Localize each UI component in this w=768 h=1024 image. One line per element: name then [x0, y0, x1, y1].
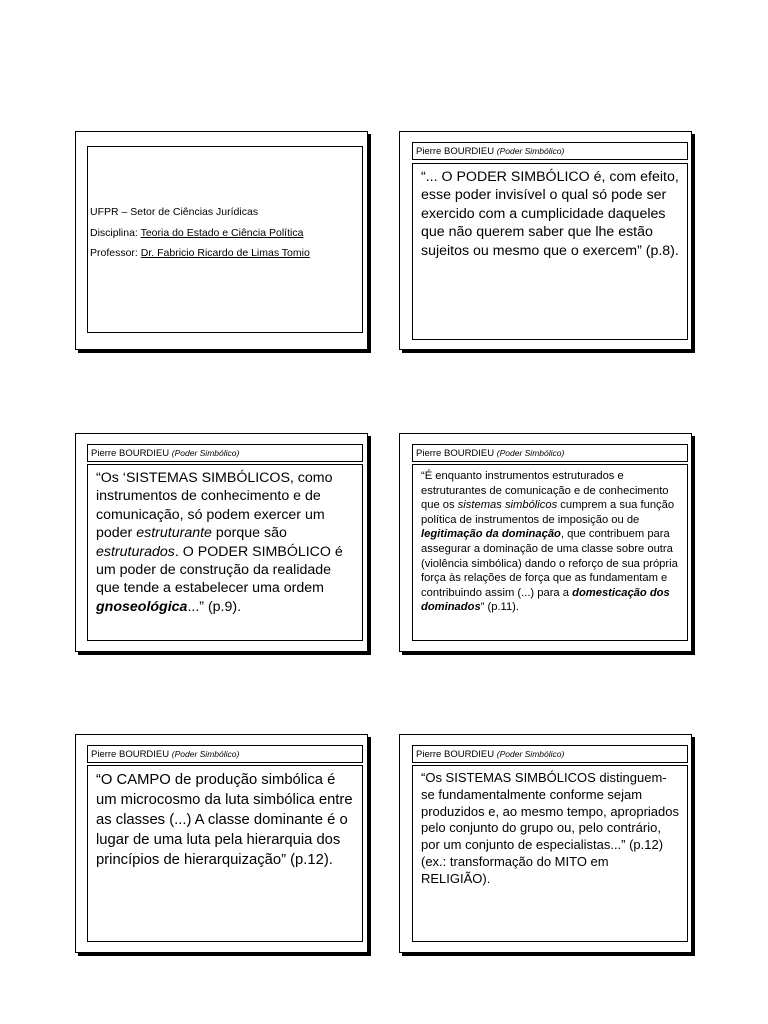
slide-2-quote: “... O PODER SIMBÓLICO é, com efeito, esse poder invisível o qual só pode ser exercido com a cumplicidade daqueles que não querem saber que lhe estão sujeitos ou mesmo que o exercem” (p.8).: [412, 163, 688, 340]
slide-2-header: Pierre BOURDIEU (Poder Simbólico): [412, 142, 688, 160]
slide-3-quote: “Os ‘SISTEMAS SIMBÓLICOS, como instrumentos de conhecimento e de comunicação, só podem exercer um poder estruturante porque são estruturados. O PODER SIMBÓLICO é um poder de construção da realidade que tende a estabelecer uma ordem gnoseológica...” (p.9).: [87, 464, 363, 641]
professor-line: Professor: Dr. Fabricio Ricardo de Limas Tomio: [90, 247, 310, 259]
discipline-line: Disciplina: Teoria do Estado e Ciência Política: [90, 226, 304, 239]
slide-5-header: Pierre BOURDIEU (Poder Simbólico): [87, 745, 363, 763]
slide-6-quote: “Os SISTEMAS SIMBÓLICOS distinguem-se fundamentalmente conforme sejam produzidos e, ao mesmo tempo, apropriados pelo conjunto do grupo ou, pelo contrário, por um conjunto de especialistas...” (p.12) (ex.: transformação do MITO em RELIGIÃO).: [412, 765, 688, 942]
slide-6-header: Pierre BOURDIEU (Poder Simbólico): [412, 745, 688, 763]
institution-line: UFPR – Setor de Ciências Jurídicas: [90, 206, 259, 218]
slide-5-quote: “O CAMPO de produção simbólica é um microcosmo da luta simbólica entre as classes (...) A classe dominante é o lugar de uma luta pela hierarquia dos princípios de hierarquização” (p.12).: [87, 765, 363, 942]
slide-4-header: Pierre BOURDIEU (Poder Simbólico): [412, 444, 688, 462]
slide-3-header: Pierre BOURDIEU (Poder Simbólico): [87, 444, 363, 462]
slide-1-title-text: [90, 202, 310, 264]
slide-4-quote: “É enquanto instrumentos estruturados e estruturantes de comunicação e de conhecimento que os sistemas simbólicos cumprem a sua função política de instrumentos de imposição ou de legitimação da dominação, que contribuem para assegurar a dominação de uma classe sobre outra (violência simbólica) dando o reforço de sua própria força às relações de força que as fundamentam e contribuindo assim (...) para a domesticação dos dominados” (p.11).: [412, 464, 688, 641]
